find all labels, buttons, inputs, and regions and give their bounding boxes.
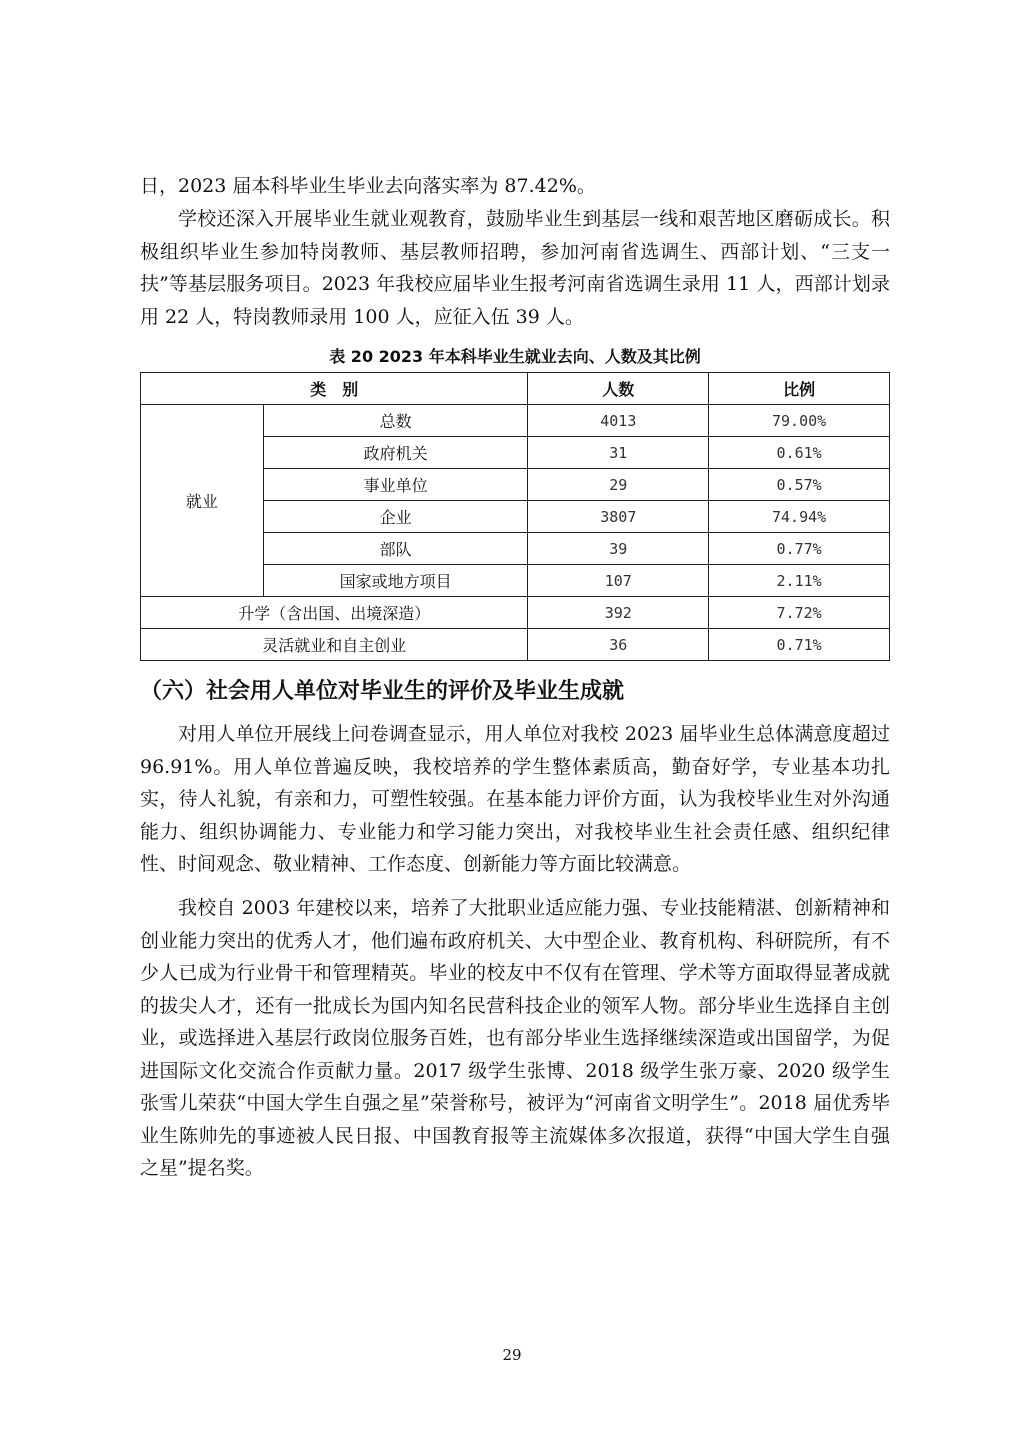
row-ratio: 2.11% bbox=[709, 565, 890, 597]
table-header-row bbox=[141, 373, 890, 405]
row-count: 39 bbox=[528, 533, 709, 565]
table-row bbox=[141, 597, 890, 629]
table-row bbox=[141, 629, 890, 661]
employment-table bbox=[140, 372, 890, 661]
section-heading: （六）社会用人单位对毕业生的评价及毕业生成就 bbox=[140, 679, 625, 704]
row-ratio: 0.61% bbox=[709, 437, 890, 469]
row-label: 企业 bbox=[263, 501, 528, 533]
row-ratio: 7.72% bbox=[709, 597, 890, 629]
row-label: 部队 bbox=[263, 533, 528, 565]
row-count: 31 bbox=[528, 437, 709, 469]
row-label: 总数 bbox=[263, 405, 528, 437]
row-count: 29 bbox=[528, 469, 709, 501]
page-number: 29 bbox=[502, 1346, 522, 1364]
row-ratio: 0.57% bbox=[709, 469, 890, 501]
table-caption: 表 20 2023 年本科毕业生就业去向、人数及其比例 bbox=[329, 347, 701, 366]
row-count: 3807 bbox=[528, 501, 709, 533]
header-category: 类 别 bbox=[141, 373, 528, 405]
header-count: 人数 bbox=[528, 373, 709, 405]
table-row bbox=[141, 405, 890, 437]
row-label: 国家或地方项目 bbox=[263, 565, 528, 597]
row-ratio: 0.71% bbox=[709, 629, 890, 661]
row-count: 107 bbox=[528, 565, 709, 597]
row-count: 4013 bbox=[528, 405, 709, 437]
row-ratio: 0.77% bbox=[709, 533, 890, 565]
row-label: 政府机关 bbox=[263, 437, 528, 469]
row-label: 事业单位 bbox=[263, 469, 528, 501]
row-label: 升学（含出国、出境深造） bbox=[141, 597, 528, 629]
row-label: 灵活就业和自主创业 bbox=[141, 629, 528, 661]
paragraph-graduate-achievements: 我校自 2003 年建校以来，培养了大批职业适应能力强、专业技能精湛、创新精神和创业能力突出的优秀人才，他们遍布政府机关、大中型企业、教育机构、科研院所，有不少人已成为行业骨干和管理精英。毕业的校友中不仅有在管理、学术等方面取得显著成就的拔尖人才，还有一批成长为国内知名民营科技企业的领军人物。部分毕业生选择自主创业，或选择进入基层行政岗位服务百姓，也有部分毕业生选择继续深造或出国留学，为促进国际文化交流合作贡献力量。2017 级学生张博、2018 级学生张万豪、2020 级学生张雪儿荣获“中国大学生自强之星”荣誉称号，被评为“河南省文明学生”。2018 届优秀毕业生陈帅先的事迹被人民日报、中国教育报等主流媒体多次报道，获得“中国大学生自强之星”提名奖。 bbox=[140, 897, 890, 1179]
paragraph-intro: 日，2023 届本科毕业生毕业去向落实率为 87.42%。 bbox=[140, 175, 596, 197]
header-ratio: 比例 bbox=[709, 373, 890, 405]
paragraph-employer-satisfaction: 对用人单位开展线上问卷调查显示，用人单位对我校 2023 届毕业生总体满意度超过 96.91%。用人单位普遍反映，我校培养的学生整体素质高，勤奋好学，专业基本功扎实，待人礼貌，有亲和力，可塑性较强。在基本能力评价方面，认为我校毕业生对外沟通能力、组织协调能力、专业能力和学习能力突出，对我校毕业生社会责任感、组织纪律性、时间观念、敬业精神、工作态度、创新能力等方面比较满意。 bbox=[140, 723, 890, 875]
row-ratio: 79.00% bbox=[709, 405, 890, 437]
row-ratio: 74.94% bbox=[709, 501, 890, 533]
paragraph-grassroots-employment: 学校还深入开展毕业生就业观教育，鼓励毕业生到基层一线和艰苦地区磨砺成长。积极组织毕业生参加特岗教师、基层教师招聘，参加河南省选调生、西部计划、“三支一扶”等基层服务项目。2023 年我校应届毕业生报考河南省选调生录用 11 人，西部计划录用 22 人，特岗教师录用 100 人，应征入伍 39 人。 bbox=[140, 208, 890, 328]
row-count: 36 bbox=[528, 629, 709, 661]
row-count: 392 bbox=[528, 597, 709, 629]
employment-group-cell: 就业 bbox=[141, 405, 264, 597]
